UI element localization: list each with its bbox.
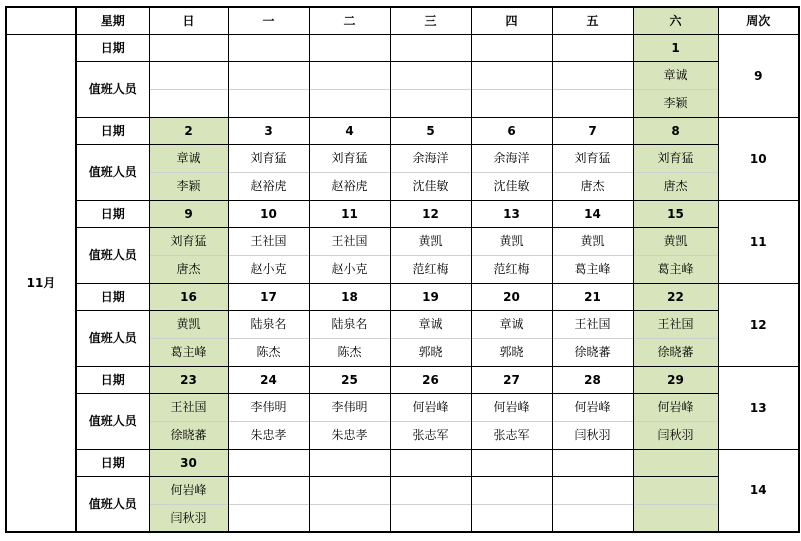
staff-row-label: 值班人员 (76, 393, 149, 449)
date-cell-sat (633, 449, 718, 476)
staff-cell-sat: 唐杰 (633, 172, 718, 200)
staff-cell-sun: 何岩峰 (149, 476, 228, 504)
staff-cell-tue: 陆泉名 (309, 310, 390, 338)
staff-cell-tue (309, 89, 390, 117)
date-cell-thu: 13 (471, 200, 552, 227)
staff-cell-sat (633, 476, 718, 504)
date-cell-sat: 8 (633, 117, 718, 144)
staff-cell-thu: 沈佳敏 (471, 172, 552, 200)
date-cell-sun (149, 34, 228, 61)
staff-cell-fri: 刘育猛 (552, 144, 633, 172)
staff-cell-fri: 黄凯 (552, 227, 633, 255)
staff-cell-sun: 黄凯 (149, 310, 228, 338)
date-row-label: 日期 (76, 449, 149, 476)
staff-cell-thu: 郭晓 (471, 338, 552, 366)
staff-cell-wed: 沈佳敏 (390, 172, 471, 200)
day-header-thu: 四 (471, 7, 552, 34)
day-header-tue: 二 (309, 7, 390, 34)
date-cell-tue: 18 (309, 283, 390, 310)
month-header-blank (6, 7, 76, 34)
staff-cell-tue (309, 476, 390, 504)
date-cell-mon: 3 (228, 117, 309, 144)
staff-cell-wed: 郭晓 (390, 338, 471, 366)
date-cell-fri (552, 34, 633, 61)
staff-cell-fri (552, 476, 633, 504)
date-cell-wed (390, 34, 471, 61)
staff-cell-mon: 刘育猛 (228, 144, 309, 172)
date-cell-mon: 17 (228, 283, 309, 310)
staff-cell-mon: 赵裕虎 (228, 172, 309, 200)
staff-cell-mon (228, 61, 309, 89)
date-cell-thu (471, 449, 552, 476)
staff-cell-sun: 刘育猛 (149, 227, 228, 255)
date-cell-fri: 7 (552, 117, 633, 144)
duty-schedule-table (5, 6, 800, 533)
staff-cell-fri: 何岩峰 (552, 393, 633, 421)
staff-cell-fri: 葛主峰 (552, 255, 633, 283)
date-cell-mon (228, 34, 309, 61)
week-number: 10 (718, 117, 799, 200)
staff-row-label: 值班人员 (76, 61, 149, 117)
staff-cell-fri (552, 89, 633, 117)
staff-cell-sun: 葛主峰 (149, 338, 228, 366)
staff-cell-tue: 王社国 (309, 227, 390, 255)
week-number: 14 (718, 449, 799, 532)
staff-cell-mon (228, 504, 309, 532)
staff-row (6, 227, 799, 255)
staff-cell-sat: 徐晓蕃 (633, 338, 718, 366)
staff-cell-tue: 赵小克 (309, 255, 390, 283)
day-header-fri: 五 (552, 7, 633, 34)
date-cell-fri: 21 (552, 283, 633, 310)
staff-row (6, 144, 799, 172)
staff-cell-thu (471, 504, 552, 532)
staff-cell-sun (149, 61, 228, 89)
date-cell-wed (390, 449, 471, 476)
staff-cell-mon: 赵小克 (228, 255, 309, 283)
staff-cell-sat (633, 504, 718, 532)
date-cell-sun: 2 (149, 117, 228, 144)
day-header-wed: 三 (390, 7, 471, 34)
date-cell-tue (309, 34, 390, 61)
staff-row-label: 值班人员 (76, 476, 149, 532)
week-number: 11 (718, 200, 799, 283)
date-cell-tue: 11 (309, 200, 390, 227)
staff-cell-fri: 徐晓蕃 (552, 338, 633, 366)
date-cell-wed: 19 (390, 283, 471, 310)
week-number: 9 (718, 34, 799, 117)
staff-row (6, 310, 799, 338)
date-cell-fri (552, 449, 633, 476)
staff-cell-tue (309, 504, 390, 532)
staff-cell-sun: 李颖 (149, 172, 228, 200)
staff-cell-wed (390, 476, 471, 504)
staff-cell-sat: 李颖 (633, 89, 718, 117)
staff-cell-wed: 章诚 (390, 310, 471, 338)
date-row (6, 449, 799, 476)
staff-cell-wed: 何岩峰 (390, 393, 471, 421)
date-row (6, 34, 799, 61)
staff-cell-thu (471, 61, 552, 89)
date-cell-sun: 16 (149, 283, 228, 310)
date-cell-sun: 9 (149, 200, 228, 227)
staff-cell-mon: 李伟明 (228, 393, 309, 421)
staff-cell-tue: 赵裕虎 (309, 172, 390, 200)
date-row (6, 366, 799, 393)
staff-cell-sat: 章诚 (633, 61, 718, 89)
date-row-label: 日期 (76, 34, 149, 61)
date-cell-sat: 29 (633, 366, 718, 393)
month-label: 11月 (6, 34, 76, 532)
staff-cell-sun: 王社国 (149, 393, 228, 421)
date-cell-sat: 22 (633, 283, 718, 310)
staff-row-label: 值班人员 (76, 310, 149, 366)
staff-cell-sat: 黄凯 (633, 227, 718, 255)
staff-row (6, 476, 799, 504)
staff-cell-sat: 何岩峰 (633, 393, 718, 421)
week-number: 13 (718, 366, 799, 449)
date-row (6, 117, 799, 144)
staff-cell-fri (552, 504, 633, 532)
weekday-label: 星期 (76, 7, 149, 34)
week-number: 12 (718, 283, 799, 366)
date-cell-sun: 23 (149, 366, 228, 393)
day-header-sun: 日 (149, 7, 228, 34)
date-cell-mon: 24 (228, 366, 309, 393)
staff-cell-mon (228, 89, 309, 117)
staff-cell-mon: 朱忠孝 (228, 421, 309, 449)
date-row-label: 日期 (76, 283, 149, 310)
staff-row (6, 61, 799, 89)
staff-row-label: 值班人员 (76, 144, 149, 200)
staff-cell-fri: 唐杰 (552, 172, 633, 200)
staff-cell-fri: 闫秋羽 (552, 421, 633, 449)
staff-cell-sun: 章诚 (149, 144, 228, 172)
date-row (6, 283, 799, 310)
date-cell-tue: 25 (309, 366, 390, 393)
date-cell-sat: 15 (633, 200, 718, 227)
staff-cell-thu: 余海洋 (471, 144, 552, 172)
staff-cell-fri (552, 61, 633, 89)
staff-cell-sun: 徐晓蕃 (149, 421, 228, 449)
date-cell-wed: 12 (390, 200, 471, 227)
date-cell-sat: 1 (633, 34, 718, 61)
staff-cell-thu: 范红梅 (471, 255, 552, 283)
date-cell-tue: 4 (309, 117, 390, 144)
staff-cell-thu (471, 476, 552, 504)
staff-cell-sat: 葛主峰 (633, 255, 718, 283)
staff-cell-wed: 黄凯 (390, 227, 471, 255)
week-number-header: 周次 (718, 7, 799, 34)
staff-cell-sun: 唐杰 (149, 255, 228, 283)
staff-cell-thu: 何岩峰 (471, 393, 552, 421)
staff-cell-sat: 闫秋羽 (633, 421, 718, 449)
staff-cell-tue: 朱忠孝 (309, 421, 390, 449)
date-cell-fri: 14 (552, 200, 633, 227)
staff-row (6, 393, 799, 421)
staff-cell-wed: 余海洋 (390, 144, 471, 172)
date-row-label: 日期 (76, 117, 149, 144)
date-cell-mon (228, 449, 309, 476)
staff-cell-thu (471, 89, 552, 117)
staff-cell-mon: 陈杰 (228, 338, 309, 366)
staff-cell-mon: 王社国 (228, 227, 309, 255)
date-row (6, 200, 799, 227)
day-header-sat: 六 (633, 7, 718, 34)
staff-cell-sun: 闫秋羽 (149, 504, 228, 532)
header-row (6, 7, 799, 34)
date-row-label: 日期 (76, 200, 149, 227)
staff-cell-thu: 黄凯 (471, 227, 552, 255)
date-cell-fri: 28 (552, 366, 633, 393)
staff-row-label: 值班人员 (76, 227, 149, 283)
staff-cell-mon (228, 476, 309, 504)
staff-cell-fri: 王社国 (552, 310, 633, 338)
date-row-label: 日期 (76, 366, 149, 393)
staff-cell-thu: 章诚 (471, 310, 552, 338)
staff-cell-wed (390, 89, 471, 117)
date-cell-thu: 20 (471, 283, 552, 310)
staff-cell-wed: 张志军 (390, 421, 471, 449)
date-cell-tue (309, 449, 390, 476)
date-cell-wed: 26 (390, 366, 471, 393)
staff-cell-thu: 张志军 (471, 421, 552, 449)
date-cell-thu: 6 (471, 117, 552, 144)
staff-cell-tue: 刘育猛 (309, 144, 390, 172)
staff-cell-wed (390, 61, 471, 89)
staff-cell-tue: 李伟明 (309, 393, 390, 421)
date-cell-mon: 10 (228, 200, 309, 227)
staff-cell-sat: 刘育猛 (633, 144, 718, 172)
staff-cell-tue: 陈杰 (309, 338, 390, 366)
date-cell-thu: 27 (471, 366, 552, 393)
date-cell-sun: 30 (149, 449, 228, 476)
staff-cell-sat: 王社国 (633, 310, 718, 338)
date-cell-thu (471, 34, 552, 61)
staff-cell-wed: 范红梅 (390, 255, 471, 283)
day-header-mon: 一 (228, 7, 309, 34)
staff-cell-sun (149, 89, 228, 117)
staff-cell-wed (390, 504, 471, 532)
staff-cell-mon: 陆泉名 (228, 310, 309, 338)
staff-cell-tue (309, 61, 390, 89)
date-cell-wed: 5 (390, 117, 471, 144)
